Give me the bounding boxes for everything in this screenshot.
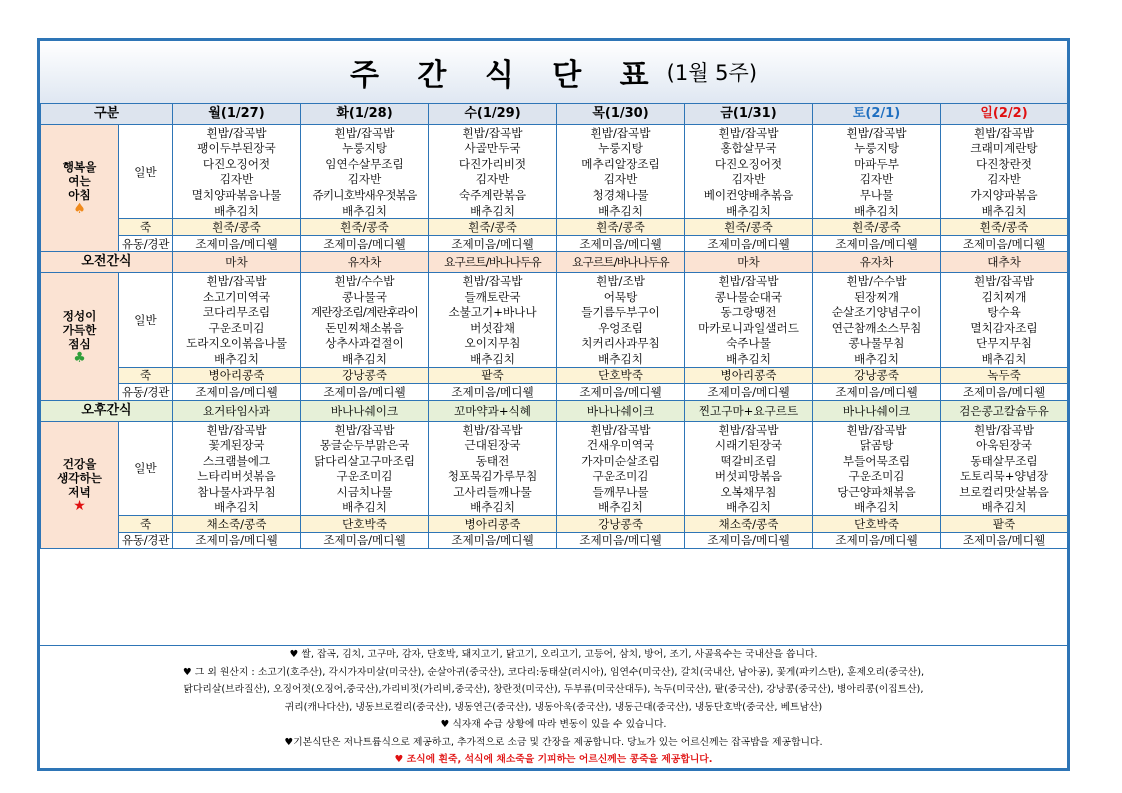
menu-item: 순살조기양념구이 [813,304,941,320]
menu-item: 시래기된장국 [685,437,813,453]
menu-item: 버섯잡채 [429,320,557,336]
lunch-title-line: 가득한 [62,322,97,337]
menu-item: 당근양파채볶음 [813,484,941,500]
breakfast-row [41,156,1068,172]
lunch-juk-row [41,367,1068,384]
lunch-row [41,289,1068,305]
menu-item: 배추김치 [429,203,557,219]
menu-item: 콩나물무침 [813,336,941,352]
menu-item: 김자반 [429,172,557,188]
drink-item: 조제미음/메디웰 [173,532,301,549]
menu-item: 흰밥/잡곡밥 [173,273,301,289]
header-label: 구분 [41,104,173,125]
menu-item: 마파두부 [813,156,941,172]
lunch-drink-row [41,384,1068,401]
menu-item: 누룽지탕 [557,141,685,157]
drink-item: 조제미음/메디웰 [557,235,685,252]
menu-table [40,103,1068,549]
menu-item: 코다리무조림 [173,304,301,320]
menu-item: 무나물 [813,187,941,203]
menu-item: 가지양파볶음 [941,187,1068,203]
menu-item: 배추김치 [301,499,429,515]
snack-item: 유자차 [813,252,941,273]
menu-item: 소불고기+바나나 [429,304,557,320]
dinner-row [41,421,1068,437]
menu-item: 배추김치 [557,499,685,515]
menu-item: 배추김치 [429,499,557,515]
menu-item: 흰밥/잡곡밥 [429,421,557,437]
day-header: 목(1/30) [557,104,685,125]
menu-item: 흰밥/잡곡밥 [557,125,685,141]
menu-item: 들깨토란국 [429,289,557,305]
note-line: ♥ 식자재 수급 상황에 따라 변동이 있을 수 있습니다. [440,719,667,730]
menu-item: 김치찌개 [941,289,1068,305]
dinner-juk-row [41,516,1068,533]
pm_snack-label: 오후간식 [41,400,173,421]
juk-item: 흰죽/콩죽 [813,219,941,236]
dinner-drink-row [41,532,1068,549]
snack-item: 바나나쉐이크 [813,400,941,421]
menu-item: 흰밥/잡곡밥 [685,273,813,289]
menu-item: 다진오징어젓 [173,156,301,172]
menu-item: 스크램블에그 [173,453,301,469]
menu-item: 아욱된장국 [941,437,1068,453]
snack-item: 바나나쉐이크 [557,400,685,421]
juk-item: 강낭콩죽 [557,516,685,533]
snack-item: 찐고구마+요구르트 [685,400,813,421]
note-line: 귀리(캐나다산), 냉동브로컬리(중국산), 냉동연근(중국산), 냉동아욱(중국산), 냉동근대(중국산), 냉동단호박(중국산, 베트남산) [284,701,823,713]
menu-item: 배추김치 [813,203,941,219]
lunch-title [41,273,119,400]
menu-item: 김자반 [301,172,429,188]
header-row [41,104,1068,125]
note-line-highlight: ♥ 조식에 흰죽, 석식에 채소죽을 기피하는 어르신께는 콩죽을 제공합니다. [394,754,713,765]
menu-item: 배추김치 [557,203,685,219]
category-juk: 죽 [119,516,173,533]
menu-item: 누룽지탕 [813,141,941,157]
menu-item: 배추김치 [429,351,557,367]
menu-item: 건새우미역국 [557,437,685,453]
day-header: 화(1/28) [301,104,429,125]
notes-section [40,645,1067,769]
menu-item: 동태전 [429,453,557,469]
menu-item: 근대된장국 [429,437,557,453]
juk-item: 단호박죽 [557,367,685,384]
page-title [40,41,1067,103]
menu-item: 크래미계란탕 [941,141,1068,157]
menu-item: 들기름두부구이 [557,304,685,320]
snack-item: 바나나쉐이크 [301,400,429,421]
drink-item: 조제미음/메디웰 [429,532,557,549]
menu-item: 배추김치 [685,351,813,367]
menu-item: 배추김치 [813,351,941,367]
menu-item: 콩나물순대국 [685,289,813,305]
category-drink: 유동/경관 [119,235,173,252]
note-line: ♥ 그 외 원산지 : 소고기(호주산), 각시가자미살(미국산), 순살아귀(중국산), 코다리:동태살(러시아), 임연수(미국산), 갈치(국내산, 남아공), 꽃게(파키스탄), 훈제오리(중국산), [182,666,925,678]
menu-item: 구운조미김 [813,468,941,484]
menu-item: 흰밥/잡곡밥 [941,421,1068,437]
menu-item: 돈민찌채소볶음 [301,320,429,336]
menu-item: 배추김치 [685,499,813,515]
menu-item: 들깨무나물 [557,484,685,500]
menu-item: 탕수육 [941,304,1068,320]
breakfast-title-line: 행복을 [62,160,97,175]
day-header: 금(1/31) [685,104,813,125]
dinner-row [41,437,1068,453]
drink-item: 조제미음/메디웰 [813,532,941,549]
menu-item: 동태살무조림 [941,453,1068,469]
menu-item: 배추김치 [941,203,1068,219]
menu-item: 흰밥/잡곡밥 [301,421,429,437]
drink-item: 조제미음/메디웰 [685,235,813,252]
menu-item: 우엉조림 [557,320,685,336]
menu-item: 흰밥/잡곡밥 [813,125,941,141]
menu-item: 배추김치 [813,499,941,515]
menu-item: 구운조미김 [301,468,429,484]
category-drink: 유동/경관 [119,384,173,401]
dinner-title-line: 건강을 [62,456,97,471]
menu-item: 베이컨양배추볶음 [685,187,813,203]
menu-item: 치커리사과무침 [557,336,685,352]
snack-item: 검은콩고칼슘두유 [941,400,1068,421]
am_snack-label: 오전간식 [41,252,173,273]
snack-item: 유자차 [301,252,429,273]
drink-item: 조제미음/메디웰 [685,384,813,401]
dinner-row [41,484,1068,500]
breakfast-row [41,125,1068,141]
juk-item: 흰죽/콩죽 [429,219,557,236]
menu-item: 팽이두부된장국 [173,141,301,157]
juk-item: 병아리콩죽 [685,367,813,384]
menu-item: 흰밥/잡곡밥 [429,273,557,289]
am_snack-row [41,252,1068,273]
menu-item: 홍합살무국 [685,141,813,157]
juk-item: 단호박죽 [813,516,941,533]
menu-item: 숙주계란볶음 [429,187,557,203]
menu-item: 멸치감자조림 [941,320,1068,336]
menu-item: 된장찌개 [813,289,941,305]
snack-item: 마차 [173,252,301,273]
star-icon: ★ [73,497,86,514]
note-line: 닭다리살(브라질산), 오징어젓(오징어,중국산),가리비젓(가리비,중국산), 창란젓(미국산), 두부류(미국산대두), 녹두(미국산), 팥(중국산), 강낭콩(중국산), 병아리콩(이집트산), [183,684,924,695]
menu-item: 흰밥/수수밥 [813,273,941,289]
category-general: 일반 [119,421,173,515]
menu-item: 시금치나물 [301,484,429,500]
dinner-title [41,421,119,548]
drink-item: 조제미음/메디웰 [173,235,301,252]
breakfast-row [41,141,1068,157]
drink-item: 조제미음/메디웰 [813,384,941,401]
juk-item: 흰죽/콩죽 [941,219,1068,236]
menu-item: 배추김치 [557,351,685,367]
menu-item: 상추사과겉절이 [301,336,429,352]
menu-item: 흰밥/잡곡밥 [173,125,301,141]
menu-item: 쥬키니호박새우젓볶음 [301,187,429,203]
dinner-title-line: 생각하는 [57,470,102,485]
breakfast-juk-row [41,219,1068,236]
lunch-row [41,304,1068,320]
breakfast-row [41,187,1068,203]
menu-item: 흰밥/잡곡밥 [941,125,1068,141]
lunch-row [41,320,1068,336]
menu-item: 숙주나물 [685,336,813,352]
breakfast-drink-row [41,235,1068,252]
menu-item: 느타리버섯볶음 [173,468,301,484]
snack-item: 대추차 [941,252,1068,273]
menu-item: 사골만두국 [429,141,557,157]
day-header: 토(2/1) [813,104,941,125]
day-header: 월(1/27) [173,104,301,125]
menu-item: 김자반 [685,172,813,188]
menu-item: 흰밥/잡곡밥 [557,421,685,437]
menu-item: 가자미순살조림 [557,453,685,469]
menu-item: 도라지오이볶음나물 [173,336,301,352]
spade-icon: ♠ [73,201,86,218]
drink-item: 조제미음/메디웰 [941,532,1068,549]
drink-item: 조제미음/메디웰 [557,532,685,549]
drink-item: 조제미음/메디웰 [429,235,557,252]
menu-item: 닭다리살고구마조림 [301,453,429,469]
drink-item: 조제미음/메디웰 [301,235,429,252]
menu-item: 버섯피망볶음 [685,468,813,484]
menu-item: 배추김치 [301,351,429,367]
lunch-row [41,273,1068,289]
snack-item: 꼬마약과+식혜 [429,400,557,421]
juk-item: 채소죽/콩죽 [685,516,813,533]
category-general: 일반 [119,273,173,367]
juk-item: 채소죽/콩죽 [173,516,301,533]
menu-item: 소고기미역국 [173,289,301,305]
menu-item: 흰밥/수수밥 [301,273,429,289]
category-drink: 유동/경관 [119,532,173,549]
menu-item: 다진창란젓 [941,156,1068,172]
menu-item: 동그랑땡전 [685,304,813,320]
drink-item: 조제미음/메디웰 [813,235,941,252]
menu-item: 꽃게된장국 [173,437,301,453]
lunch-row [41,351,1068,367]
menu-item: 오복채무침 [685,484,813,500]
drink-item: 조제미음/메디웰 [301,384,429,401]
menu-item: 구운조미김 [557,468,685,484]
menu-item: 계란장조림/계란후라이 [301,304,429,320]
pm_snack-row [41,400,1068,421]
menu-item: 콩나물국 [301,289,429,305]
menu-item: 흰밥/잡곡밥 [301,125,429,141]
menu-item: 어묵탕 [557,289,685,305]
drink-item: 조제미음/메디웰 [301,532,429,549]
menu-item: 김자반 [941,172,1068,188]
menu-item: 구운조미김 [173,320,301,336]
menu-item: 흰밥/잡곡밥 [685,421,813,437]
drink-item: 조제미음/메디웰 [173,384,301,401]
menu-item: 고사리들깨나물 [429,484,557,500]
juk-item: 녹두죽 [941,367,1068,384]
menu-item: 참나물사과무침 [173,484,301,500]
menu-item: 단무지무침 [941,336,1068,352]
menu-item: 다진가리비젓 [429,156,557,172]
menu-item: 닭곰탕 [813,437,941,453]
dinner-title-line: 저녁 [68,484,91,499]
menu-item: 배추김치 [173,203,301,219]
note-line: ♥기본식단은 저나트륨식으로 제공하고, 추가적으로 소금 및 간장을 제공합니다. 당뇨가 있는 어르신께는 잡곡밥을 제공합니다. [284,736,823,748]
menu-sheet [37,38,1070,771]
menu-item: 청포묵김가루무침 [429,468,557,484]
lunch-row [41,336,1068,352]
snack-item: 요구르트/바나나두유 [429,252,557,273]
menu-item: 배추김치 [941,499,1068,515]
menu-item: 배추김치 [685,203,813,219]
day-header: 수(1/29) [429,104,557,125]
menu-item: 배추김치 [301,203,429,219]
category-juk: 죽 [119,367,173,384]
menu-item: 부들어묵조림 [813,453,941,469]
day-header: 일(2/2) [941,104,1068,125]
menu-item: 김자반 [813,172,941,188]
menu-item: 배추김치 [173,499,301,515]
title-sub: (1월 5주) [666,61,758,85]
menu-item: 흰밥/잡곡밥 [429,125,557,141]
menu-item: 흰밥/잡곡밥 [813,421,941,437]
juk-item: 팥죽 [941,516,1068,533]
menu-item: 몽글순두부맑은국 [301,437,429,453]
drink-item: 조제미음/메디웰 [685,532,813,549]
juk-item: 팥죽 [429,367,557,384]
menu-item: 배추김치 [173,351,301,367]
note-line: ♥ 쌀, 잡곡, 김치, 고구마, 감자, 단호박, 돼지고기, 닭고기, 오리고기, 고등어, 삼치, 방어, 조기, 사골육수는 국내산을 씁니다. [289,649,818,660]
menu-item: 떡갈비조림 [685,453,813,469]
juk-item: 병아리콩죽 [173,367,301,384]
juk-item: 흰죽/콩죽 [557,219,685,236]
menu-item: 흰밥/조밥 [557,273,685,289]
menu-item: 오이지무침 [429,336,557,352]
menu-item: 멸치양파볶음나물 [173,187,301,203]
dinner-row [41,499,1068,515]
lunch-title-line: 정성이 [62,308,97,323]
menu-item: 흰밥/잡곡밥 [941,273,1068,289]
juk-item: 흰죽/콩죽 [301,219,429,236]
menu-item: 도토리묵+양념장 [941,468,1068,484]
title-main: 주 간 식 단 표 [349,58,663,93]
menu-item: 흰밥/잡곡밥 [173,421,301,437]
drink-item: 조제미음/메디웰 [941,235,1068,252]
menu-item: 마카로니과일샐러드 [685,320,813,336]
juk-item: 흰죽/콩죽 [685,219,813,236]
menu-item: 배추김치 [941,351,1068,367]
menu-item: 다진오징어젓 [685,156,813,172]
juk-item: 병아리콩죽 [429,516,557,533]
menu-item: 누룽지탕 [301,141,429,157]
breakfast-title-line: 아침 [68,188,91,203]
breakfast-row [41,172,1068,188]
category-general: 일반 [119,125,173,219]
breakfast-row [41,203,1068,219]
juk-item: 단호박죽 [301,516,429,533]
menu-item: 브로컬리맛살볶음 [941,484,1068,500]
menu-item: 흰밥/잡곡밥 [685,125,813,141]
lunch-title-line: 점심 [68,336,91,351]
drink-item: 조제미음/메디웰 [557,384,685,401]
menu-item: 임연수살무조림 [301,156,429,172]
juk-item: 강낭콩죽 [813,367,941,384]
breakfast-title-line: 여는 [68,174,91,189]
drink-item: 조제미음/메디웰 [941,384,1068,401]
dinner-row [41,453,1068,469]
drink-item: 조제미음/메디웰 [429,384,557,401]
juk-item: 흰죽/콩죽 [173,219,301,236]
snack-item: 마차 [685,252,813,273]
menu-item: 메추리알장조림 [557,156,685,172]
snack-item: 요구르트/바나나두유 [557,252,685,273]
snack-item: 요거타임사과 [173,400,301,421]
menu-item: 김자반 [173,172,301,188]
menu-item: 김자반 [557,172,685,188]
breakfast-title [41,125,119,252]
menu-item: 연근참깨소스무침 [813,320,941,336]
juk-item: 강낭콩죽 [301,367,429,384]
menu-item: 청경채나물 [557,187,685,203]
club-icon: ♣ [73,349,86,366]
dinner-row [41,468,1068,484]
category-juk: 죽 [119,219,173,236]
